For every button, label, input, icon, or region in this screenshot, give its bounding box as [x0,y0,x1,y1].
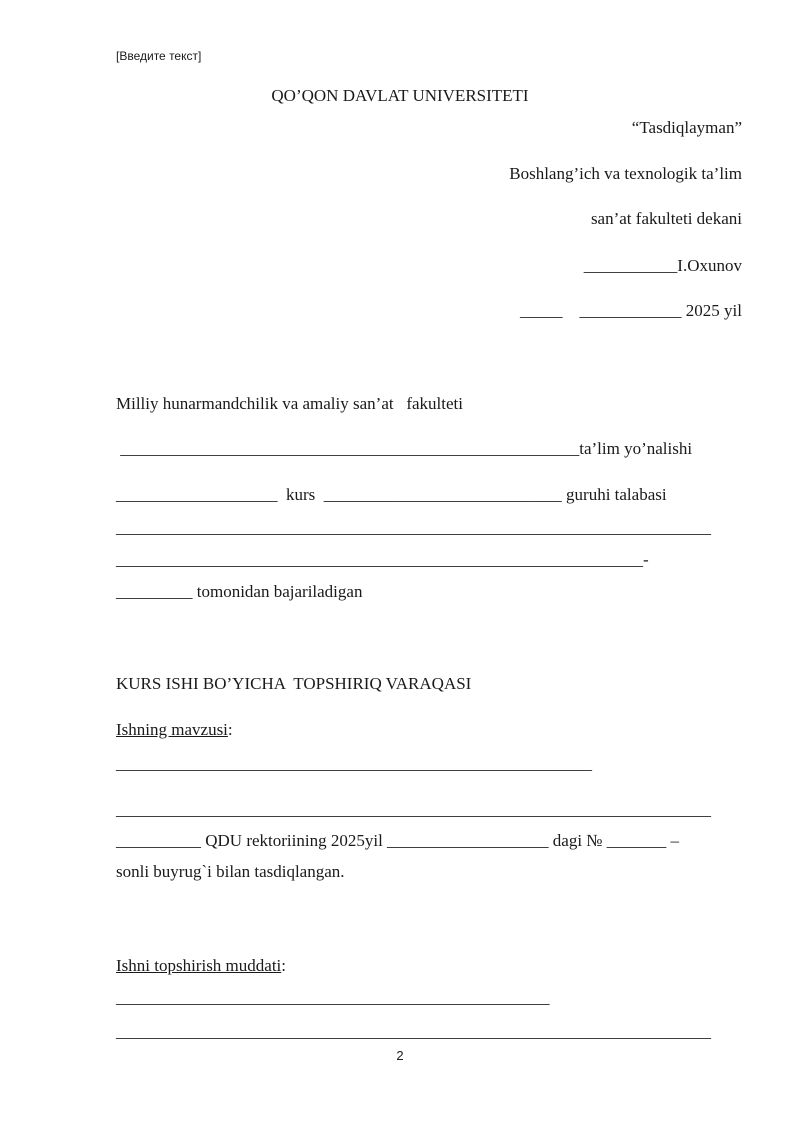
university-name: QO’QON DAVLAT UNIVERSITETI [271,86,529,105]
faculty-line: Milliy hunarmandchilik va amaliy san’at fakulteti [116,394,463,413]
approved-line: sonli buyrug`i bilan tasdiqlangan. [116,862,345,881]
course-group-line: ___________________ kurs ____________________________ guruhi talabasi [116,485,667,504]
student-name-line-2: ______________________________________________________________- [116,550,649,569]
approval-line-1: Boshlang’ich va texnologik ta’lim [509,164,742,183]
deadline-heading [116,956,286,976]
page-number: 2 [396,1048,404,1063]
deadline-colon: : [281,956,287,975]
direction-line: ______________________________________________________ta’lim yo’nalishi [116,439,693,458]
topic-label: Ishning mavzusi [116,720,228,739]
approval-line-2: san’at fakulteti dekani [590,209,742,228]
topic-heading [116,720,233,740]
rector-order-line: __________ QDU rektoriining 2025yil ___________________ dagi № _______ – [116,831,680,850]
deadline-line-2: ______________________________________________________________________ [116,1022,711,1041]
student-name-line-3: _________ tomonidan bajariladigan [116,582,363,601]
deadline-label: Ishni topshirish muddati [116,956,282,975]
student-name-line-1: ______________________________________________________________________ [116,518,711,537]
approval-date-line: _____ ____________ 2025 yil [520,301,742,320]
dean-signature-line: ___________I.Oxunov [583,256,742,275]
header-placeholder[interactable]: [Введите текст] [116,49,202,63]
topic-line-2: ______________________________________________________________________ [116,800,711,819]
sheet-title: KURS ISHI BO’YICHA TOPSHIRIQ VARAQASI [116,674,472,693]
topic-colon: : [227,720,233,739]
approval-title: “Tasdiqlayman” [631,118,742,137]
deadline-line-1: ___________________________________________________ [116,988,550,1007]
topic-line-1: ________________________________________________________ [116,754,592,773]
